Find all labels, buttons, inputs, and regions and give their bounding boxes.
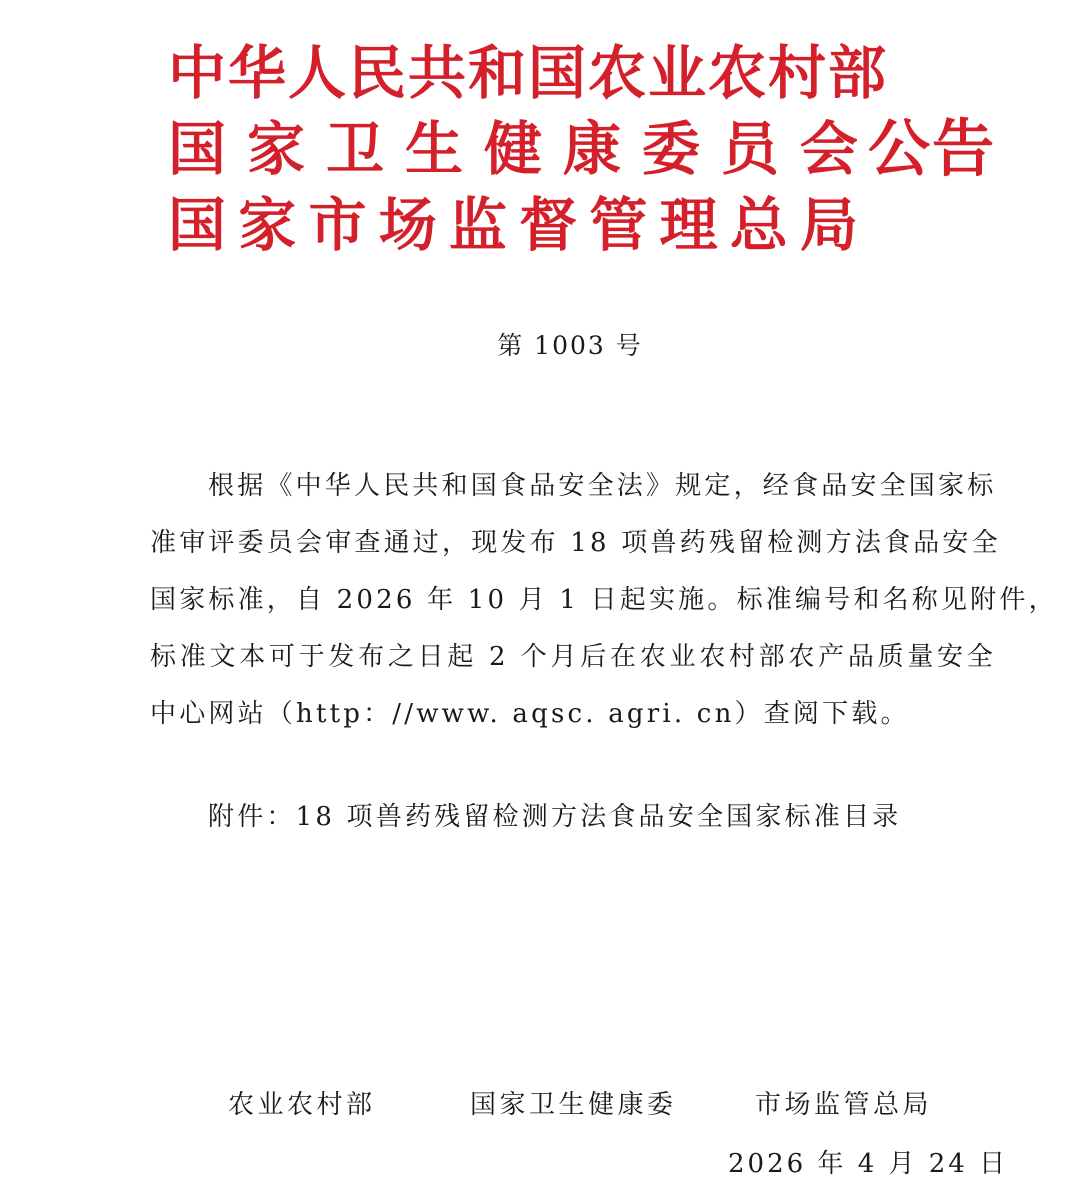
masthead-char: 管 <box>589 191 648 259</box>
masthead-char: 市 <box>308 191 367 259</box>
masthead-char: 员 <box>720 115 779 183</box>
masthead-line-health-commission <box>168 114 858 184</box>
masthead-char: 健 <box>483 115 542 183</box>
masthead-char: 理 <box>659 191 718 259</box>
attachment-note: 附件：18 项兽药残留检测方法食品安全国家标准目录 <box>208 802 902 832</box>
masthead-char: 国 <box>168 115 227 183</box>
announcement-body <box>150 458 1058 743</box>
masthead-char: 局 <box>799 191 858 259</box>
masthead-char: 监 <box>448 191 507 259</box>
masthead-announcement-label: 公告 <box>868 112 997 185</box>
signatures <box>0 1084 1080 1128</box>
masthead-line-ministry-agriculture: 中华人民共和国农业农村部 <box>168 39 889 107</box>
signature-ministry-agriculture: 农业农村部 <box>228 1090 376 1120</box>
body-line: 根据《中华人民共和国食品安全法》规定，经食品安全国家标 <box>208 471 997 501</box>
signature-health-commission: 国家卫生健康委 <box>470 1090 677 1120</box>
masthead-char: 委 <box>641 115 700 183</box>
masthead-char: 生 <box>404 115 463 183</box>
masthead-char: 场 <box>378 191 437 259</box>
masthead-char: 家 <box>246 115 305 183</box>
issue-date: 2026 年 4 月 24 日 <box>728 1149 1009 1179</box>
masthead-line-market-regulation <box>168 190 858 260</box>
masthead <box>168 38 997 260</box>
document-number: 第 1003 号 <box>497 331 643 360</box>
masthead-char: 会 <box>799 115 858 183</box>
masthead-char: 督 <box>519 191 578 259</box>
body-line: 国家标准，自 2026 年 10 月 1 日起实施。标准编号和名称见附件， <box>150 585 1058 615</box>
masthead-char: 康 <box>562 115 621 183</box>
masthead-char: 卫 <box>325 115 384 183</box>
masthead-char: 国 <box>168 191 227 259</box>
body-line: 标准文本可于发布之日起 2 个月后在农业农村部农产品质量安全 <box>150 642 996 672</box>
masthead-char: 家 <box>238 191 297 259</box>
body-line: 准审评委员会审查通过，现发布 18 项兽药残留检测方法食品安全 <box>150 528 1001 558</box>
masthead-char: 总 <box>729 191 788 259</box>
signature-market-regulation: 市场监管总局 <box>755 1090 933 1120</box>
body-line-with-website-link[interactable]: 中心网站（http：//www. aqsc. agri. cn）查阅下载。 <box>150 699 910 729</box>
